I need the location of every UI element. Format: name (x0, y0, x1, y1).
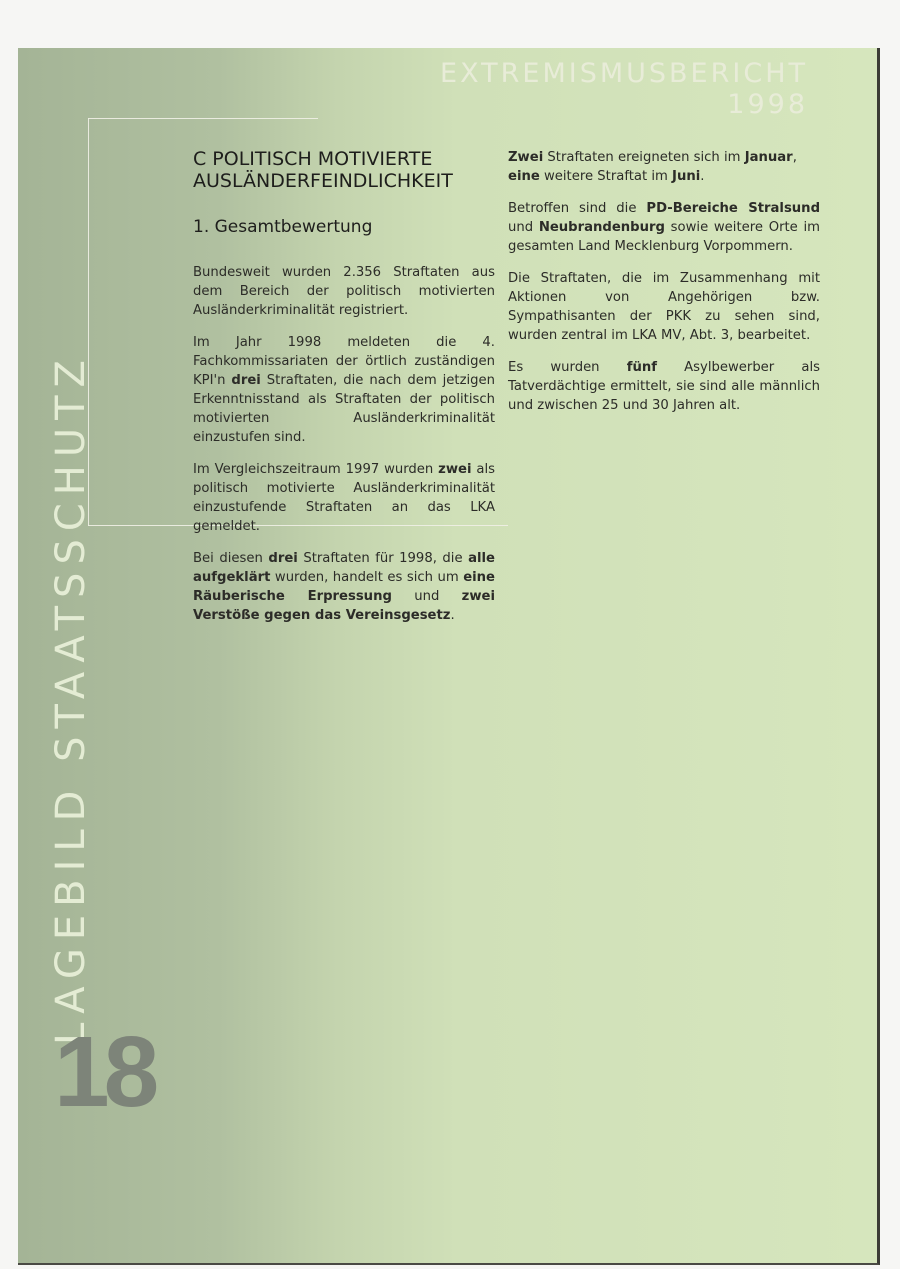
text-run: . (700, 169, 705, 184)
bold-run: Juni (672, 169, 701, 184)
left-column (193, 148, 495, 638)
text-run: Bei diesen (193, 551, 269, 566)
bold-run: zwei (438, 462, 472, 477)
report-title: EXTREMISMUSBERICHT 1998 (440, 58, 808, 120)
text-run: weitere Straftat im (539, 169, 673, 184)
bold-run: Zwei (508, 150, 544, 165)
right-column (508, 148, 820, 428)
bold-run: zwei Verstöße gegen das Vereinsgesetz (193, 589, 495, 623)
section-heading-line2: AUSLÄNDERFEINDLICHKEIT (193, 170, 453, 192)
text-run: , (792, 150, 797, 165)
bold-run: eine Räuberische Erpressung (193, 570, 495, 604)
text-run: wurden, handelt es sich um (270, 570, 464, 585)
paragraph-2 (193, 333, 495, 447)
bold-run: PD-Bereiche Stralsund (646, 201, 821, 216)
paragraph-6 (508, 199, 820, 256)
paragraph-1: Bundesweit wurden 2.356 Straftaten aus dem Bereich der politisch motivierten Ausländerkriminalität registriert. (193, 265, 495, 318)
bold-run: eine (508, 169, 540, 184)
bold-run: Januar (744, 150, 793, 165)
paragraph-5 (508, 148, 820, 186)
text-run: Es wurden (508, 360, 627, 375)
text-run: . (450, 608, 455, 623)
text-run: Straftaten ereigneten sich im (543, 150, 745, 165)
bold-run: Neubrandenburg (538, 220, 665, 235)
paragraph-7: Die Straftaten, die im Zusammenhang mit Aktionen von Angehörigen bzw. Sympathisanten der PKK zu sehen sind, wurden zentral im LKA MV, Abt. 3, bearbeitet. (508, 271, 820, 343)
text-run: als politisch motivierte Ausländerkriminalität einzustufende Straftaten an das LKA gemeldet. (193, 462, 495, 534)
paragraph-8 (508, 358, 820, 415)
text-run: Im Vergleichszeitraum 1997 wurden (193, 462, 439, 477)
text-run: Straftaten, die nach dem jetzigen Erkenntnisstand als Straftaten der politisch motivierten Ausländerkriminalität einzustufen sind. (193, 373, 495, 445)
paragraph-3 (193, 460, 495, 536)
text-run: Asylbewerber als Tatverdächtige ermittelt, sie sind alle männlich und zwischen 25 und 30 Jahren alt. (508, 360, 821, 413)
subheading: 1. Gesamtbewertung (193, 217, 373, 237)
bold-run: fünf (626, 360, 657, 375)
text-run: und (508, 220, 539, 235)
text-run: sowie weitere Orte im gesamten Land Mecklenburg Vorpommern. (508, 220, 821, 254)
section-heading-line1: C POLITISCH MOTIVIERTE (193, 148, 433, 170)
bold-run: drei (231, 373, 261, 388)
text-run: und (391, 589, 462, 604)
bold-run: drei (268, 551, 298, 566)
text-run: Im Jahr 1998 meldeten die 4. Fachkommissariaten der örtlich zuständigen KPI'n (193, 335, 495, 388)
side-title: LAGEBILD STAATSSCHUTZ (48, 352, 94, 1045)
text-run: Straftaten für 1998, die (297, 551, 469, 566)
header-rule (88, 118, 318, 119)
page-number: 18 (54, 1016, 154, 1128)
paragraph-4 (193, 549, 495, 625)
bold-run: alle aufgeklärt (193, 551, 495, 585)
text-run: Betroffen sind die (508, 201, 647, 216)
section-heading (193, 148, 495, 192)
